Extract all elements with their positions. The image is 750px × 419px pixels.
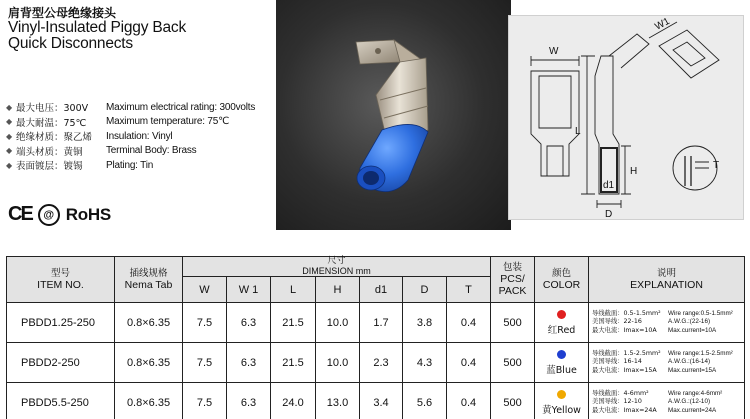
- col-h: H: [316, 277, 360, 303]
- specification-table: [6, 256, 745, 419]
- cell-h: 13.0: [316, 383, 360, 419]
- spec-cn: 最大耐温：75℃: [16, 117, 87, 129]
- product-title-en-line1: Vinyl-Insulated Piggy Back: [8, 19, 187, 36]
- cell-l: 21.5: [271, 303, 316, 343]
- front-view-outline: [531, 71, 579, 176]
- header-label-en: ITEM NO.: [37, 279, 84, 291]
- explanation-cn: 最大电流：Imax=15A: [592, 366, 657, 374]
- col-l: L: [271, 277, 316, 303]
- cell-w1: 6.3: [227, 303, 271, 343]
- cell-t: 0.4: [447, 303, 491, 343]
- col-t: T: [447, 277, 491, 303]
- color-swatch-icon: [557, 310, 566, 319]
- explanation-cn: 导线截面：1.5-2.5mm²: [592, 349, 661, 357]
- w-dimension-line: [531, 56, 579, 66]
- cell-w1: 6.3: [227, 343, 271, 383]
- col-color: [535, 257, 589, 303]
- cell-color: [535, 383, 589, 419]
- header-label-cn: 颜色: [552, 268, 572, 279]
- rohs-mark-icon: RoHS: [65, 204, 111, 224]
- spec-item: [6, 115, 306, 130]
- side-view-outline: [595, 56, 619, 194]
- explanation-cn: 导线截面：4-6mm²: [592, 389, 649, 397]
- cell-item-no: PBDD2-250: [7, 343, 115, 383]
- cell-pack: 500: [491, 383, 535, 419]
- technical-drawing: [508, 15, 744, 220]
- cell-w: 7.5: [183, 343, 227, 383]
- col-item-no: [7, 257, 115, 303]
- front-view-crimp: [547, 146, 563, 176]
- bullet-icon: ◆: [6, 131, 13, 141]
- cell-explanation: [589, 383, 745, 419]
- explanation-en: Wire range:4-6mm²: [668, 389, 723, 397]
- cell-pack: 500: [491, 303, 535, 343]
- spec-en: Insulation: Vinyl: [106, 130, 173, 142]
- cell-nema-tab: 0.8×6.35: [115, 383, 183, 419]
- tab-iso-view: [659, 30, 719, 78]
- spec-cn: 表面镀层：镀锡: [16, 161, 83, 173]
- col-pack: [491, 257, 535, 303]
- spec-en: Maximum temperature: 75℃: [106, 116, 230, 128]
- cell-w1: 6.3: [227, 383, 271, 419]
- header-label-en: DIMENSION mm: [302, 266, 371, 276]
- header-label-cn: 型号: [50, 268, 70, 279]
- cell-d1: 3.4: [360, 383, 403, 419]
- col-dimension-group: [183, 257, 491, 277]
- spec-item: [6, 144, 306, 159]
- cell-t: 0.4: [447, 343, 491, 383]
- tab-iso-inner: [673, 42, 705, 66]
- explanation-cn: 最大电流：Imax=24A: [592, 406, 657, 414]
- product-title-en-line2: Quick Disconnects: [8, 35, 133, 52]
- color-swatch-icon: [557, 390, 566, 399]
- col-w: W: [183, 277, 227, 303]
- spec-item: [6, 129, 306, 144]
- cell-item-no: PBDD5.5-250: [7, 383, 115, 419]
- cell-d: 5.6: [403, 383, 447, 419]
- title-block: [8, 6, 308, 52]
- spec-en: Terminal Body: Brass: [106, 145, 197, 157]
- cell-w: 7.5: [183, 303, 227, 343]
- spec-en: Maximum electrical rating: 300volts: [106, 101, 256, 113]
- header-label-en: EXPLANATION: [630, 279, 703, 291]
- table-header-row: [7, 257, 745, 277]
- cell-w: 7.5: [183, 383, 227, 419]
- l-dimension-line: [581, 56, 595, 194]
- header-label-cn: 尺寸: [327, 256, 346, 266]
- certification-logos: [8, 203, 111, 226]
- cell-l: 21.5: [271, 343, 316, 383]
- color-name: 黄Yellow: [542, 404, 581, 416]
- bullet-icon: ◆: [6, 102, 13, 112]
- table-row: [7, 303, 745, 343]
- cell-nema-tab: 0.8×6.35: [115, 343, 183, 383]
- explanation-en: Wire range:1.5-2.5mm²: [668, 349, 733, 357]
- explanation-en: A.W.G.:(22-16): [668, 318, 711, 326]
- spec-cn: 绝缘材质：聚乙烯: [16, 132, 93, 144]
- header-label-cn: 说明: [657, 268, 677, 279]
- label-d: D: [605, 209, 613, 220]
- spec-list: [6, 100, 306, 173]
- t-dimension-line: [695, 162, 709, 168]
- explanation-en: Max.current=24A: [668, 406, 717, 414]
- cell-t: 0.4: [447, 383, 491, 419]
- label-h: H: [630, 166, 638, 177]
- d-dimension-line: [597, 200, 621, 208]
- cell-color: [535, 343, 589, 383]
- explanation-en: Max.current=15A: [668, 366, 717, 374]
- table-row: [7, 343, 745, 383]
- certification-circle-icon: @: [38, 204, 60, 226]
- cell-explanation: [589, 303, 745, 343]
- col-d: D: [403, 277, 447, 303]
- tab-dimple-icon: [375, 48, 381, 54]
- cell-pack: 500: [491, 343, 535, 383]
- explanation-en: Max.current=10A: [668, 326, 717, 334]
- header-label-cn: 插线规格: [129, 268, 168, 279]
- cell-d1: 2.3: [360, 343, 403, 383]
- explanation-cn: 美国导线：16-14: [592, 358, 642, 366]
- cell-item-no: PBDD1.25-250: [7, 303, 115, 343]
- cell-d: 3.8: [403, 303, 447, 343]
- cell-h: 10.0: [316, 343, 360, 383]
- color-name: 红Red: [547, 324, 576, 336]
- col-d1: d1: [360, 277, 403, 303]
- header-label-cn: 包装: [503, 262, 523, 273]
- product-title-cn: 肩背型公母绝缘接头: [8, 6, 117, 20]
- ce-mark-icon: CE: [8, 203, 32, 225]
- explanation-cn: 美国导线：22-16: [592, 318, 642, 326]
- label-l: L: [575, 126, 581, 137]
- header-label-en: PCS/: [500, 273, 525, 285]
- header-label-en: PACK: [498, 285, 527, 297]
- cell-nema-tab: 0.8×6.35: [115, 303, 183, 343]
- bullet-icon: ◆: [6, 117, 13, 127]
- color-name: 蓝Blue: [546, 364, 577, 376]
- header-label-en: Nema Tab: [124, 279, 173, 291]
- cell-d: 4.3: [403, 343, 447, 383]
- dimension-drawing: [509, 16, 745, 221]
- col-explanation: [589, 257, 745, 303]
- col-w1: W 1: [227, 277, 271, 303]
- label-w: W: [549, 46, 559, 57]
- explanation-en: Wire range:0.5-1.5mm²: [668, 309, 733, 317]
- explanation-cn: 导线截面：0.5-1.5mm²: [592, 309, 661, 317]
- cell-l: 24.0: [271, 383, 316, 419]
- connector-illustration: [276, 0, 511, 230]
- cell-d1: 1.7: [360, 303, 403, 343]
- explanation-cn: 美国导线：12-10: [592, 398, 642, 406]
- spec-cn: 端头材质：黄铜: [16, 146, 83, 158]
- bullet-icon: ◆: [6, 146, 13, 156]
- col-nema-tab: [115, 257, 183, 303]
- label-t: T: [713, 160, 720, 171]
- t-section-lines: [685, 156, 691, 186]
- bullet-icon: ◆: [6, 160, 13, 170]
- cell-color: [535, 303, 589, 343]
- table-row: [7, 383, 745, 419]
- cell-explanation: [589, 343, 745, 383]
- explanation-en: A.W.G.:(12-10): [668, 398, 711, 406]
- spec-item: [6, 100, 306, 115]
- header-label-en: COLOR: [542, 279, 581, 291]
- side-view-tab: [609, 34, 649, 68]
- spec-item: [6, 158, 306, 173]
- color-swatch-icon: [557, 350, 566, 359]
- label-w1: W1: [653, 16, 672, 33]
- front-view-inner: [539, 76, 571, 128]
- spec-en: Plating: Tin: [106, 159, 154, 171]
- product-photo: [276, 0, 511, 230]
- explanation-cn: 最大电流：Imax=10A: [592, 326, 657, 334]
- insulation-opening: [363, 171, 379, 185]
- explanation-en: A.W.G.:(16-14): [668, 358, 711, 366]
- cell-h: 10.0: [316, 303, 360, 343]
- label-d1: d1: [603, 180, 615, 191]
- spec-cn: 最大电压：300V: [16, 103, 89, 115]
